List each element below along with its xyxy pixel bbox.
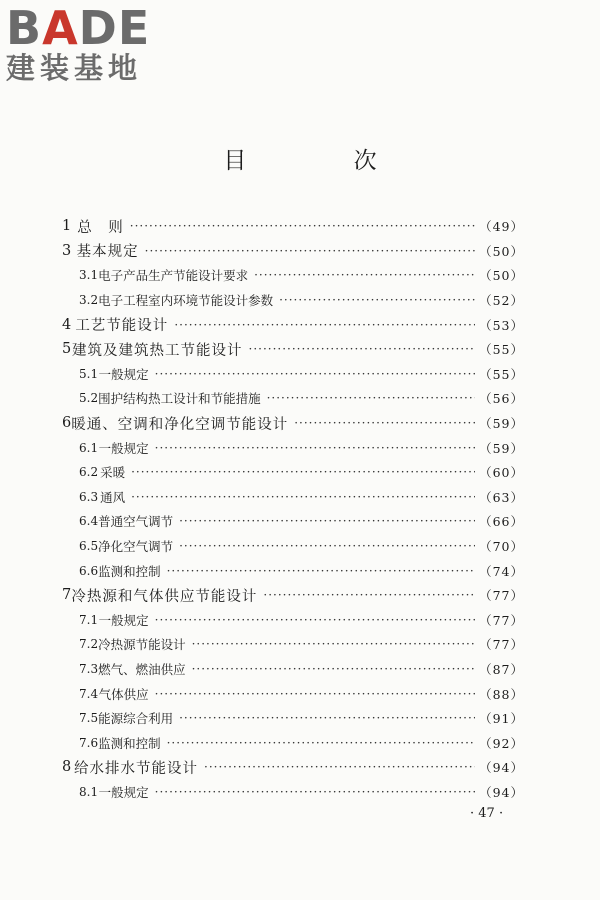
toc-entry [62,337,524,362]
toc-entry-title: 采暖 [100,465,126,481]
logo-letter-b: B [6,1,43,55]
toc-entry-page: （56） [479,391,524,407]
toc-entry [62,411,524,436]
toc-entry-number: 6.6 [79,563,99,578]
toc-entry-title: 一般规定 [98,440,149,456]
toc-entry-number: 3.1 [79,268,99,283]
toc-dot-leader [279,293,475,307]
toc-entry-title: 建筑及建筑热工节能设计 [72,342,243,359]
toc-entry-title: 电子产品生产节能设计要求 [98,268,249,284]
toc-entry [62,460,524,485]
toc-dot-leader [192,662,475,676]
logo-letters-de: DE [78,1,151,55]
toc-entry [62,509,524,534]
toc-entry-page: （50） [479,243,524,259]
toc-entry-page: （59） [479,416,524,432]
toc-dot-leader [131,490,475,504]
toc-entry-page: （77） [479,637,524,653]
toc-entry-title: 通风 [100,489,126,505]
toc-entry [62,288,524,313]
toc-entry-page: （50） [479,268,524,284]
toc-entry-number: 8 [62,759,72,776]
toc-entry-number: 7.4 [79,686,99,701]
toc-entry-title: 监测和控制 [98,735,161,751]
toc-dot-leader [179,711,475,725]
toc-entry-title: 冷热源节能设计 [98,637,186,653]
toc-entry-number: 7.1 [79,612,99,627]
brand-logo-wordmark [6,1,182,55]
toc-entry-number: 6.5 [79,539,99,554]
toc-entry [62,730,524,755]
toc-entry-page: （60） [479,465,524,481]
toc-entry-page: （87） [479,661,524,677]
toc-entry-title: 总 则 [77,219,124,236]
toc-dot-leader [130,219,475,233]
brand-logo [6,1,182,85]
toc-entry-number: 7.5 [79,711,99,726]
toc-entry [62,608,524,633]
brand-logo-subtitle: 建装基地 [6,51,143,85]
toc-entry-page: （59） [479,440,524,456]
toc-entry-page: （91） [479,711,524,727]
toc-entry-page: （77） [479,612,524,628]
toc-entry [62,485,524,510]
toc-entry-number: 4 [62,316,72,333]
toc-entry-page: （70） [479,539,524,555]
toc-entry-title: 普通空气调节 [98,514,174,530]
toc-entry-number: 7.6 [79,735,99,750]
toc-entry [62,780,524,805]
toc-dot-leader [155,367,475,381]
toc-entry-title: 燃气、燃油供应 [98,661,186,677]
toc-entry [62,362,524,387]
toc-entry-number: 6.4 [79,514,99,529]
toc-entry-number: 5.1 [79,366,99,381]
toc-dot-leader [167,736,475,750]
toc-entry [62,706,524,731]
page-number: · 47 · [470,806,504,821]
toc-dot-leader [155,687,475,701]
toc-entry-page: （66） [479,514,524,530]
toc-entry-title: 监测和控制 [98,563,161,579]
toc-entry-number: 6 [62,415,72,432]
toc-entry [62,558,524,583]
toc-entry-title: 气体供应 [98,686,149,702]
toc-dot-leader [167,564,475,578]
toc-dot-leader [131,465,475,479]
table-of-contents [62,214,524,804]
toc-dot-leader [179,514,475,528]
toc-entry-page: （55） [479,366,524,382]
toc-entry-page: （52） [479,293,524,309]
toc-entry [62,632,524,657]
toc-entry-page: （55） [479,342,524,358]
toc-dot-leader [204,760,475,774]
toc-entry-page: （94） [479,760,524,776]
toc-entry-title: 围护结构热工设计和节能措施 [98,391,261,407]
toc-entry-number: 5.2 [79,391,99,406]
toc-entry [62,657,524,682]
toc-entry-title: 能源综合利用 [98,711,174,727]
toc-dot-leader [294,416,475,430]
logo-letter-a-accent: A [42,1,79,55]
toc-entry [62,534,524,559]
toc-dot-leader [249,342,476,356]
toc-entry [62,386,524,411]
toc-entry-title: 一般规定 [98,784,149,800]
toc-entry [62,263,524,288]
page-title: 目 次 [223,148,427,174]
toc-dot-leader [263,588,475,602]
toc-entry-number: 6.3 [79,489,99,504]
toc-entry [62,435,524,460]
toc-entry [62,583,524,608]
toc-entry-number: 6.2 [79,465,99,480]
toc-entry-title: 冷热源和气体供应节能设计 [71,588,258,605]
toc-dot-leader [145,244,475,258]
toc-entry [62,312,524,337]
toc-dot-leader [254,268,475,282]
toc-entry-title: 基本规定 [76,244,139,261]
toc-entry-page: （88） [479,686,524,702]
toc-dot-leader [174,318,475,332]
toc-entry-title: 净化空气调节 [98,539,174,555]
toc-dot-leader [155,441,475,455]
toc-entry-title: 暖通、空调和净化空调节能设计 [71,416,289,433]
toc-entry-page: （63） [479,489,524,505]
toc-entry-number: 3.2 [79,293,99,308]
toc-entry-number: 7 [62,587,72,604]
toc-entry-title: 一般规定 [98,366,149,382]
toc-entry [62,681,524,706]
toc-entry-title: 给水排水节能设计 [74,760,198,777]
toc-dot-leader [179,539,475,553]
toc-entry-title: 一般规定 [98,612,149,628]
toc-entry-number: 1 [62,218,72,235]
toc-entry [62,755,524,780]
toc-dot-leader [267,391,475,405]
toc-entry [62,239,524,264]
toc-dot-leader [155,613,475,627]
toc-entry-number: 8.1 [79,784,99,799]
toc-entry-title: 电子工程室内环境节能设计参数 [98,293,274,309]
toc-entry-page: （92） [479,735,524,751]
toc-entry-number: 5 [62,341,72,358]
toc-entry-number: 3 [62,242,72,259]
toc-entry-number: 7.2 [79,637,99,652]
toc-entry-number: 6.1 [79,440,99,455]
toc-entry-page: （49） [479,219,524,235]
toc-entry-page: （77） [479,588,524,604]
toc-entry [62,214,524,239]
toc-entry-number: 7.3 [79,661,99,676]
toc-entry-page: （94） [479,784,524,800]
toc-entry-page: （53） [479,317,524,333]
toc-dot-leader [155,785,475,799]
toc-entry-page: （74） [479,563,524,579]
toc-dot-leader [192,637,475,651]
toc-entry-title: 工艺节能设计 [75,318,169,335]
